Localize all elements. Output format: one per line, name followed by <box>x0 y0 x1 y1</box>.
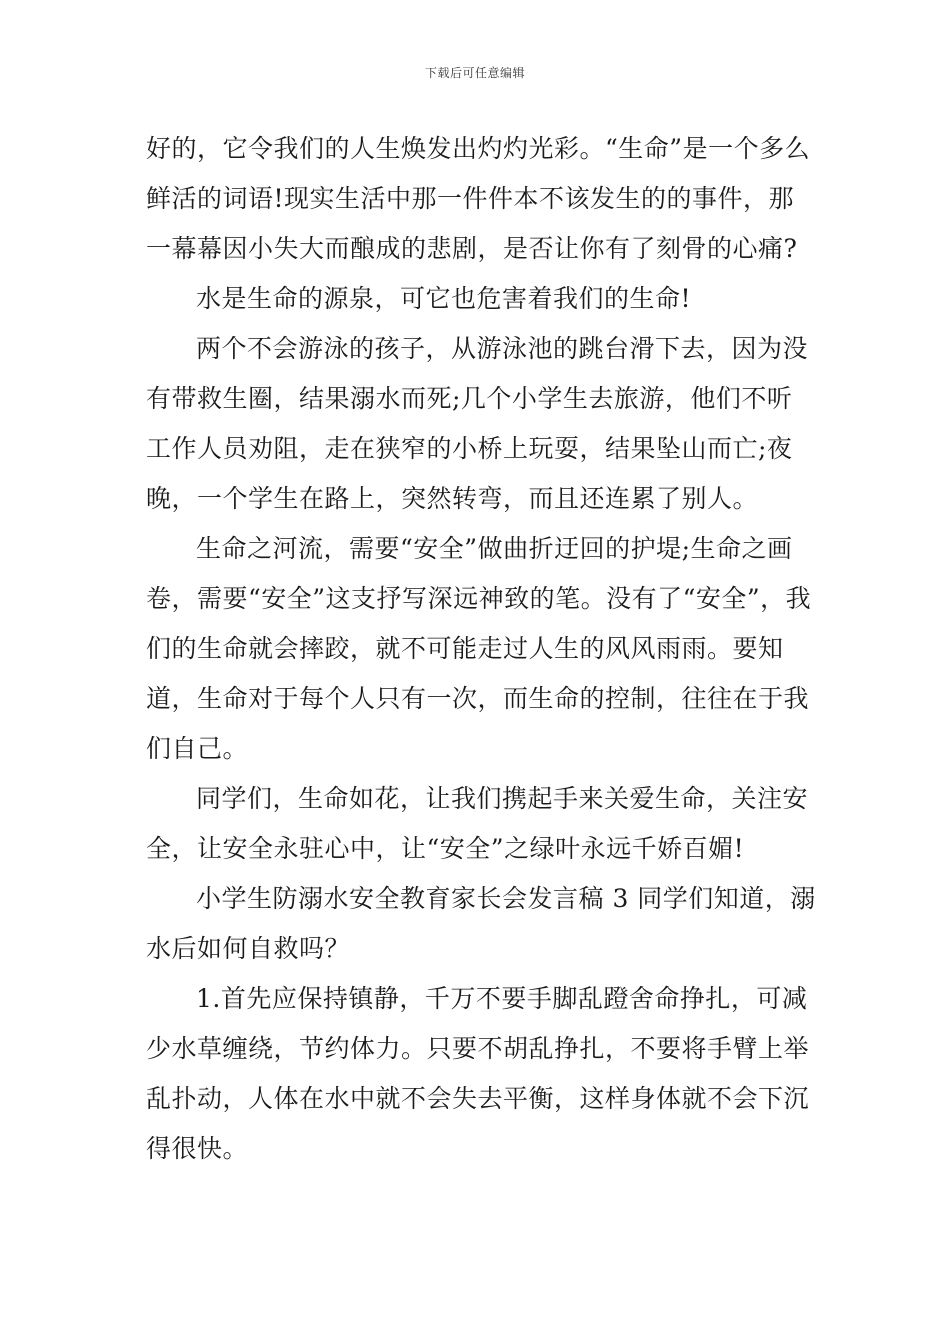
paragraph-7: 1.首先应保持镇静，千万不要手脚乱蹬舍命挣扎，可减少水草缠绕，节约体力。只要不胡乱挣扎，不要将手臂上举乱扑动，人体在水中就不会失去平衡，这样身体就不会下沉得很快。 <box>146 984 810 1163</box>
paragraph-3: 两个不会游泳的孩子，从游泳池的跳台滑下去，因为没有带救生圈，结果溺水而死;几个小学生去旅游，他们不听工作人员劝阻，走在狭窄的小桥上玩耍，结果坠山而亡;夜晚，一个学生在路上，突然转弯，而且还连累了别人。 <box>146 334 809 513</box>
paragraph-1: 好的，它令我们的人生焕发出灼灼光彩。“生命”是一个多么鲜活的词语!现实生活中那一件件本不该发生的的事件，那一幕幕因小失大而酿成的悲剧，是否让你有了刻骨的心痛? <box>146 134 811 263</box>
paragraph-5: 同学们，生命如花，让我们携起手来关爱生命，关注安全，让安全永驻心中，让“安全”之绿叶永远千娇百媚! <box>146 784 809 863</box>
paragraph-4: 生命之河流，需要“安全”做曲折迂回的护堤;生命之画卷，需要“安全”这支抒写深远神致的笔。没有了“安全”，我们的生命就会摔跤，就不可能走过人生的风风雨雨。要知道，生命对于每个人只有一次，而生命的控制，往往在于我们自己。 <box>146 534 812 763</box>
paragraph-6: 小学生防溺水安全教育家长会发言稿 3 同学们知道，溺水后如何自救吗？ <box>146 884 816 963</box>
document-body <box>146 124 816 1174</box>
paragraph-2: 水是生命的源泉，可它也危害着我们的生命! <box>196 284 692 313</box>
page-header: 下载后可任意编辑 <box>424 66 525 80</box>
